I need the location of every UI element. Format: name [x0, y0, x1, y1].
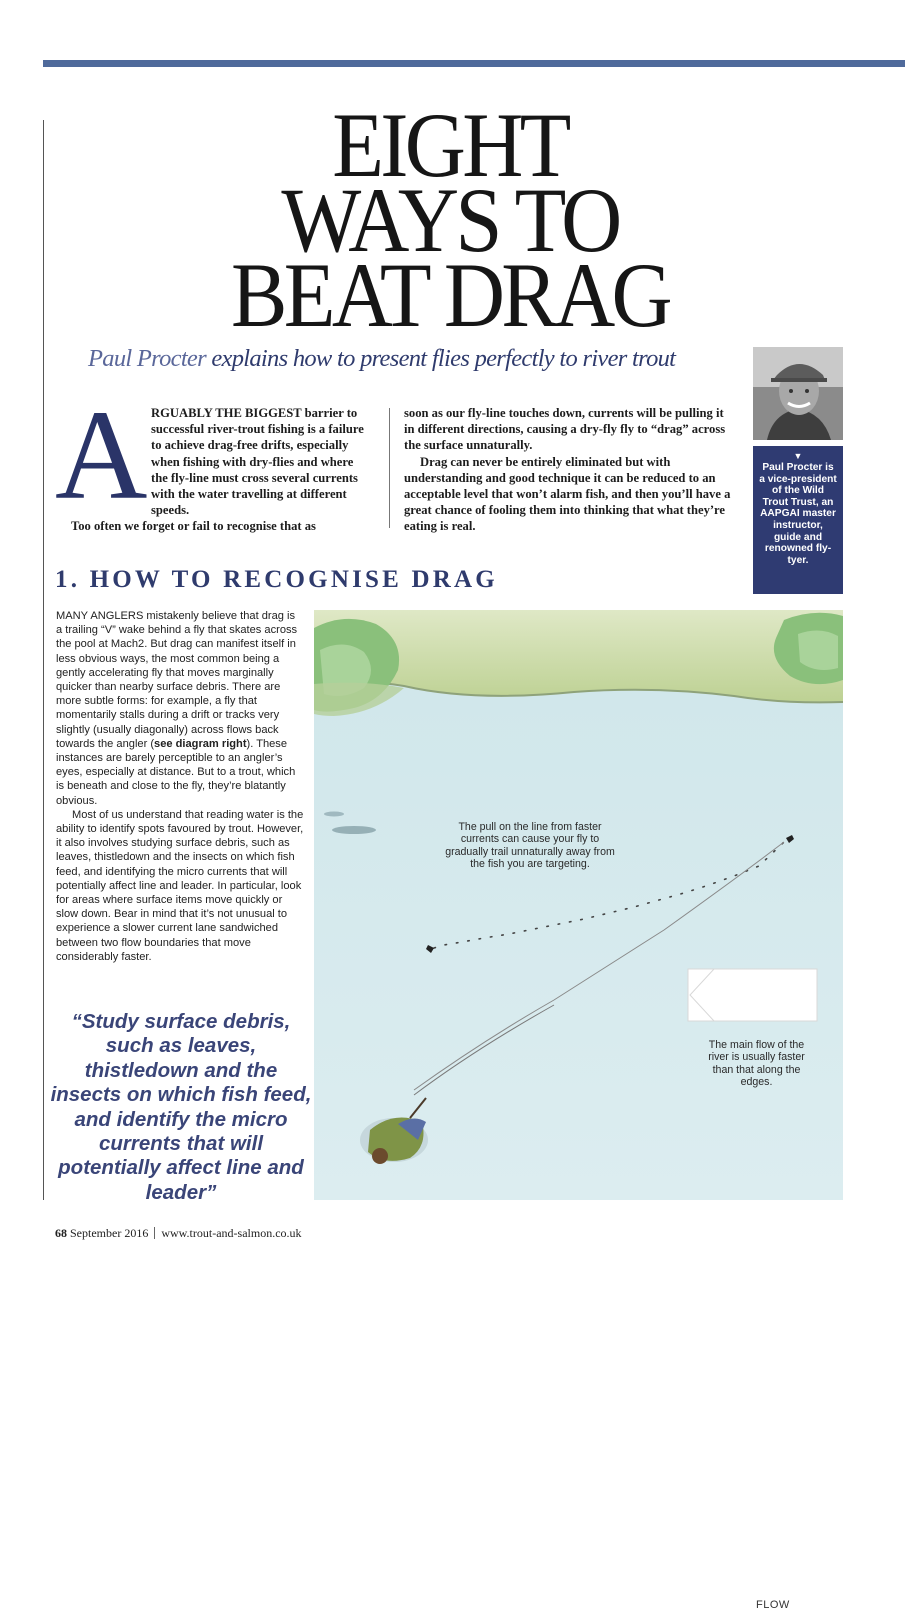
body-paragraph-1-a: MANY ANGLERS mistakenly believe that drag is a trailing “V” wake behind a fly that skates across the pool at Mach2. But drag can manifest itself in less obvious ways, the most common being a gently accelerating fly that moves marginally quicker than nearby surface debris. There are more subtle forms: for example, a fly that momentarily stalls during a drift or tracks very slightly (usually diagonally) across flows back towards the angler ( [56, 610, 298, 750]
caption-arrow-icon: ▼ [793, 451, 803, 461]
intro-column-right [404, 405, 734, 535]
pull-quote: “Study surface debris, such as leaves, thistledown and the insects on which fish feed, and identify the micro currents that will potentially affect line and leader” [50, 1010, 312, 1204]
author-photo [753, 347, 843, 440]
intro-paragraph-1: RGUABLY THE BIGGEST barrier to successful river-trout fishing is a failure to achieve drag-free drifts, especially when fishing with dry-flies and where the fly-line must cross several currents with the water travelling at different speeds. [151, 406, 364, 518]
standfirst-author: Paul Procter [88, 345, 206, 372]
drag-diagram [314, 610, 843, 1611]
title-line-2: WAYS TO [281, 169, 619, 271]
author-caption-box [753, 446, 843, 594]
intro-paragraph-2: Too often we forget or fail to recognise that as [71, 519, 316, 534]
website-url: www.trout-and-salmon.co.uk [161, 1226, 302, 1240]
intro-paragraph-4: Drag can never be entirely eliminated but with understanding and good technique it can be reduced to an acceptable level that won’t alarm fish, and then you’ll have a great chance of fooling them into thinking that what they’re eating is real. [404, 454, 731, 534]
title-line-1: EIGHT [332, 94, 568, 196]
standfirst-text: explains how to present flies perfectly to river trout [205, 345, 676, 372]
page-footer [55, 1226, 302, 1241]
label-main-flow: The main flow of the river is usually faster than that along the edges. [708, 1039, 805, 1089]
fish-shadow-2 [324, 812, 344, 817]
section-heading: 1. HOW TO RECOGNISE DRAG [55, 566, 498, 593]
label-flow: FLOW [756, 1599, 790, 1611]
body-text [56, 609, 304, 964]
label-pull: The pull on the line from faster currents can cause your fly to gradually trail unnaturally away from the fish you are targeting. [445, 821, 615, 871]
intro-paragraph-3: soon as our fly-line touches down, currents will be pulling it in different directions, causing a dry-fly fly to “drag” across the surface unnaturally. [404, 406, 726, 453]
intro-column-left [55, 384, 371, 535]
issue-date: September 2016 [70, 1226, 149, 1240]
left-margin-rule [43, 120, 44, 1200]
diagram-illustration [314, 610, 843, 1200]
footer-divider [154, 1227, 155, 1239]
standfirst [88, 345, 738, 373]
fish-shadow-1 [332, 826, 376, 834]
author-caption: Paul Procter is a vice-president of the Wild Trout Trust, an AAPGAI master instructor, guide and renowned fly-tyer. [759, 462, 837, 566]
body-paragraph-1-b: ). These instances are barely perceptible to an angler’s eyes, especially at distance. But to a trout, which is beneath and close to the fly, they’re blatantly obvious. [56, 737, 296, 807]
page-number: 68 [55, 1226, 67, 1240]
page-title [174, 94, 726, 346]
body-paragraph-1-bold: see diagram right [154, 737, 247, 750]
drop-cap: A [55, 384, 148, 526]
body-paragraph-1 [56, 609, 304, 808]
title-line-3: BEAT DRAG [231, 244, 669, 346]
column-divider [389, 408, 390, 528]
body-paragraph-2: Most of us understand that reading water is the ability to identify spots favoured by trout. However, it also involves studying surface debris, such as leaves, thistledown and the insects on which fish feed, and identifying the micro currents that will potentially affect line and leader. In particular, look for areas where surface items move quickly or slow down. Bear in mind that it’s not unusual to experience a slower current lane sandwiched between two flow boundaries that move considerably faster. [56, 808, 304, 963]
top-rule [43, 60, 905, 67]
